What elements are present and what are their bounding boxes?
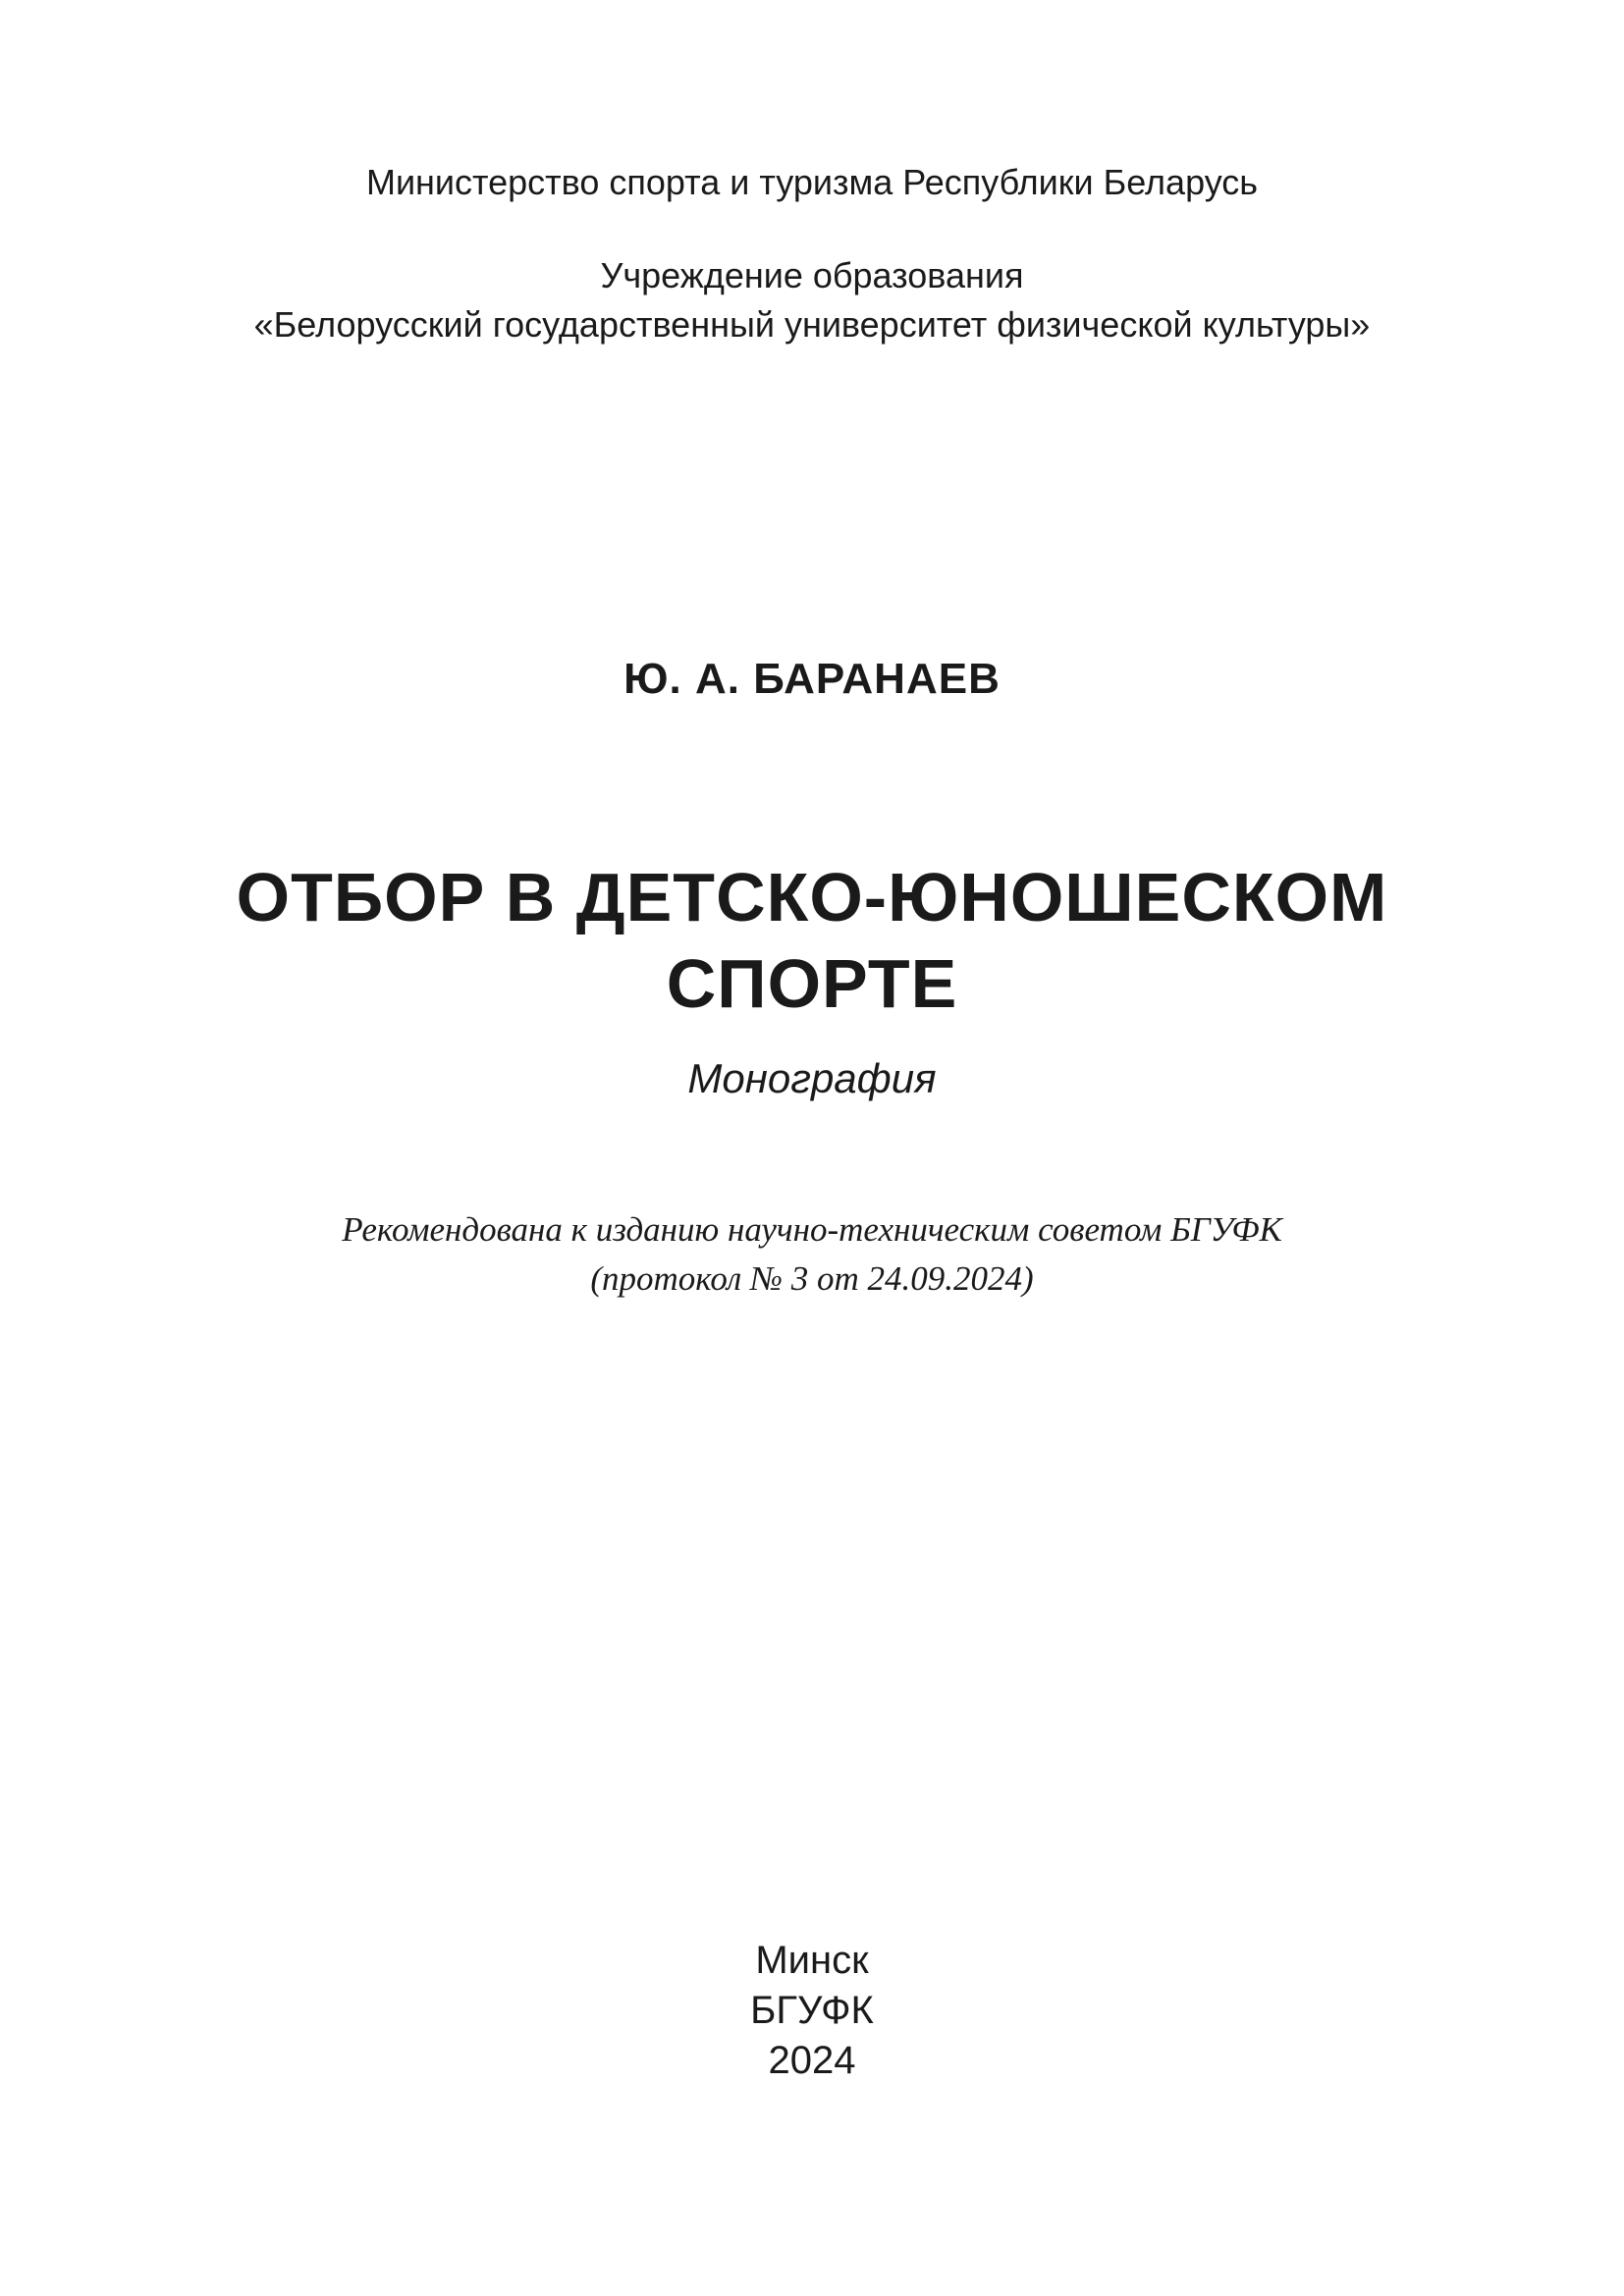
approval-line-1: Рекомендована к изданию научно-техническим советом БГУФК bbox=[342, 1210, 1282, 1249]
imprint-city: Минск bbox=[755, 1939, 869, 1982]
book-title-line-1: ОТБОР В ДЕТСКО-ЮНОШЕСКОМ bbox=[236, 859, 1388, 935]
approval-line-2: (протокол № 3 от 24.09.2024) bbox=[590, 1259, 1034, 1298]
imprint-year: 2024 bbox=[768, 2039, 856, 2082]
institution-name: «Белорусский государственный университет физической культуры» bbox=[253, 304, 1371, 345]
book-title-line-2: СПОРТЕ bbox=[666, 945, 958, 1022]
author-name: Ю. А. БАРАНАЕВ bbox=[623, 655, 1001, 703]
ministry-name: Министерство спорта и туризма Республики Беларусь bbox=[365, 162, 1259, 202]
imprint-publisher: БГУФК bbox=[750, 1989, 874, 2032]
institution-block bbox=[0, 251, 1624, 349]
institution-type: Учреждение образования bbox=[600, 255, 1024, 295]
book-genre: Монография bbox=[687, 1055, 937, 1101]
book-title bbox=[0, 854, 1624, 1027]
approval-note bbox=[0, 1205, 1624, 1304]
imprint-block bbox=[0, 1936, 1624, 2086]
